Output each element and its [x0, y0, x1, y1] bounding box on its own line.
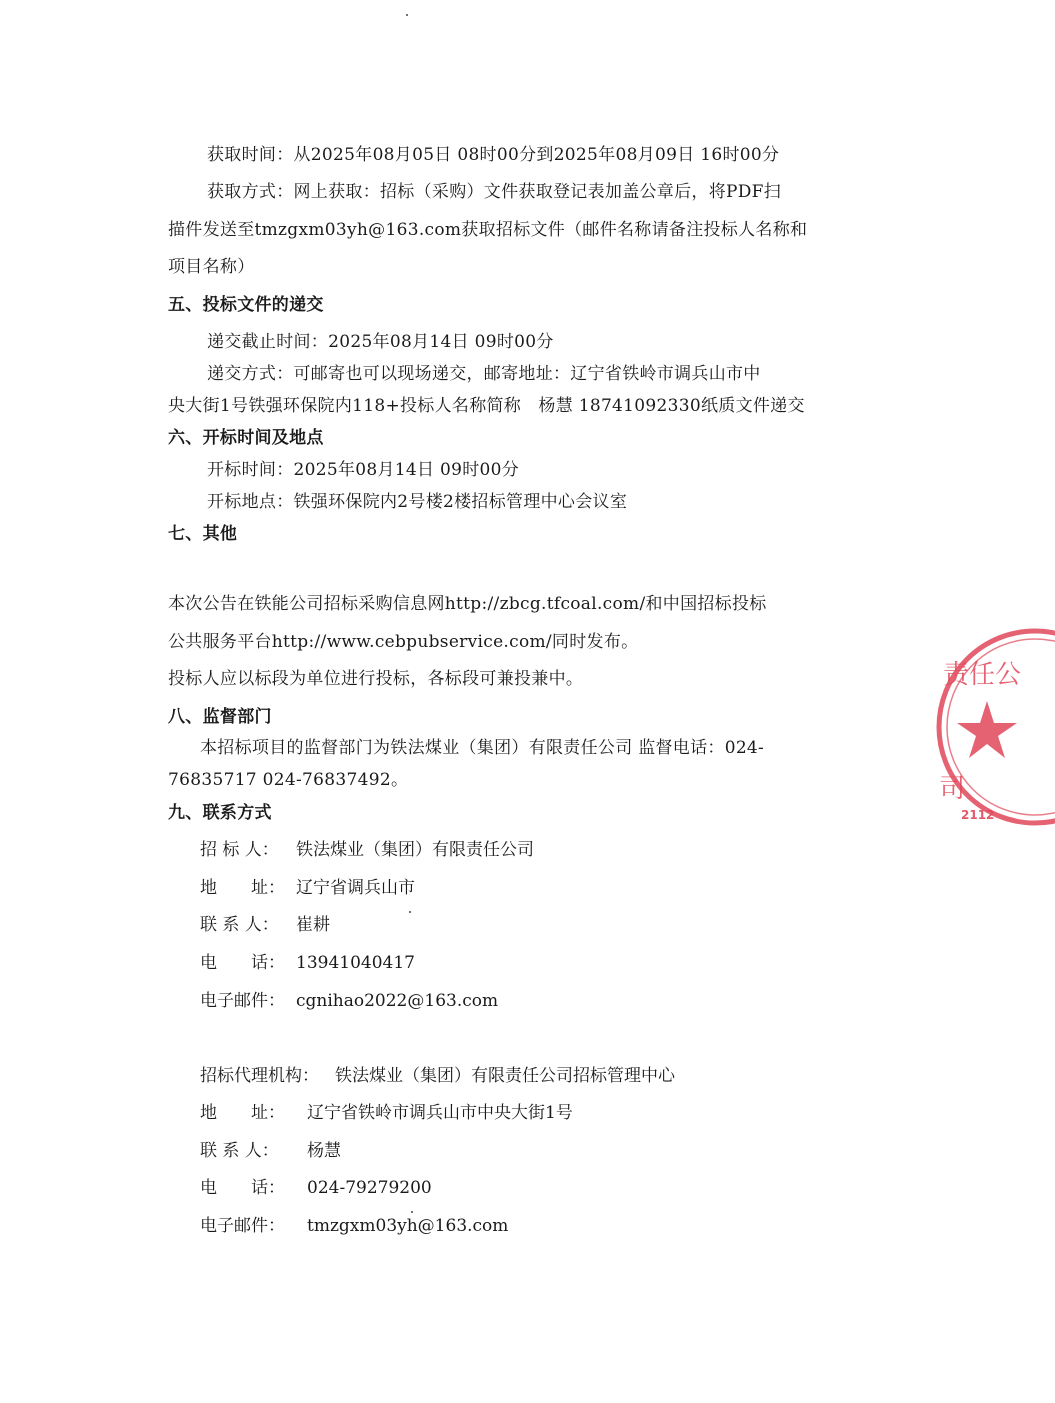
seal-number: 2112 — [961, 808, 995, 822]
agency-name-label: 招标代理机构： — [200, 1066, 319, 1086]
agency-contact-value: 杨慧 — [307, 1141, 341, 1161]
submission-method-line-2: 央大街1号铁强环保院内118+投标人名称简称 杨慧 18741092330纸质文件递交 — [168, 396, 805, 416]
agency-address-value: 辽宁省铁岭市调兵山市中央大街1号 — [307, 1103, 573, 1123]
tenderer-address-value: 辽宁省调兵山市 — [296, 878, 415, 898]
other-para-line-1: 本次公告在铁能公司招标采购信息网http://zbcg.tfcoal.com/和中国招标投标 — [168, 594, 767, 614]
agency-email-value: tmzgxm03yh@163.com — [307, 1216, 509, 1236]
tenderer-contact-value: 崔耕 — [296, 915, 330, 935]
company-seal-stamp — [935, 625, 1055, 830]
section-6-heading: 六、开标时间及地点 — [168, 428, 324, 448]
tenderer-phone-value: 13941040417 — [296, 953, 415, 973]
section-9-heading: 九、联系方式 — [168, 803, 272, 823]
section-7-heading: 七、其他 — [168, 524, 238, 544]
acquire-method-line-2: 描件发送至tmzgxm03yh@163.com获取招标文件（邮件名称请备注投标人名称和 — [168, 220, 808, 240]
seal-text-left: 司 — [939, 774, 966, 804]
acquire-method-line-3: 项目名称） — [168, 257, 255, 277]
tenderer-address-label: 地 址： — [200, 878, 285, 898]
agency-phone-value: 024-79279200 — [307, 1178, 432, 1198]
submission-deadline: 递交截止时间：2025年08月14日 09时00分 — [207, 332, 554, 352]
scan-speck — [409, 911, 411, 913]
opening-place: 开标地点：铁强环保院内2号楼2楼招标管理中心会议室 — [207, 492, 628, 512]
supervision-line-2: 76835717 024-76837492。 — [168, 770, 409, 790]
other-para-line-2: 公共服务平台http://www.cebpubservice.com/同时发布。 — [168, 632, 639, 652]
agency-phone-label: 电 话： — [200, 1178, 285, 1198]
tenderer-email-label: 电子邮件： — [200, 991, 285, 1011]
tenderer-contact-label: 联 系 人： — [200, 915, 279, 935]
supervision-line-1: 本招标项目的监督部门为铁法煤业（集团）有限责任公司 监督电话：024- — [200, 738, 765, 758]
tenderer-phone-label: 电 话： — [200, 953, 285, 973]
submission-method-line-1: 递交方式：可邮寄也可以现场递交，邮寄地址：辽宁省铁岭市调兵山市中 — [207, 364, 761, 384]
section-5-heading: 五、投标文件的递交 — [168, 295, 324, 315]
scan-speck — [406, 14, 408, 16]
scan-speck — [411, 1211, 413, 1213]
tenderer-email-value: cgnihao2022@163.com — [296, 991, 499, 1011]
other-para-line-3: 投标人应以标段为单位进行投标，各标段可兼投兼中。 — [168, 669, 584, 689]
tenderer-name-label: 招 标 人： — [200, 840, 279, 860]
opening-time: 开标时间：2025年08月14日 09时00分 — [207, 460, 520, 480]
agency-email-label: 电子邮件： — [200, 1216, 285, 1236]
section-8-heading: 八、监督部门 — [168, 707, 272, 727]
seal-text-top: 责任公 — [943, 660, 1022, 690]
acquire-method-line-1: 获取方式：网上获取：招标（采购）文件获取登记表加盖公章后，将PDF扫 — [207, 182, 782, 202]
agency-address-label: 地 址： — [200, 1103, 285, 1123]
tenderer-name-value: 铁法煤业（集团）有限责任公司 — [296, 840, 534, 860]
agency-contact-label: 联 系 人： — [200, 1141, 279, 1161]
acquire-time-line: 获取时间：从2025年08月05日 08时00分到2025年08月09日 16时00分 — [207, 145, 780, 165]
agency-name-value: 铁法煤业（集团）有限责任公司招标管理中心 — [335, 1066, 675, 1086]
